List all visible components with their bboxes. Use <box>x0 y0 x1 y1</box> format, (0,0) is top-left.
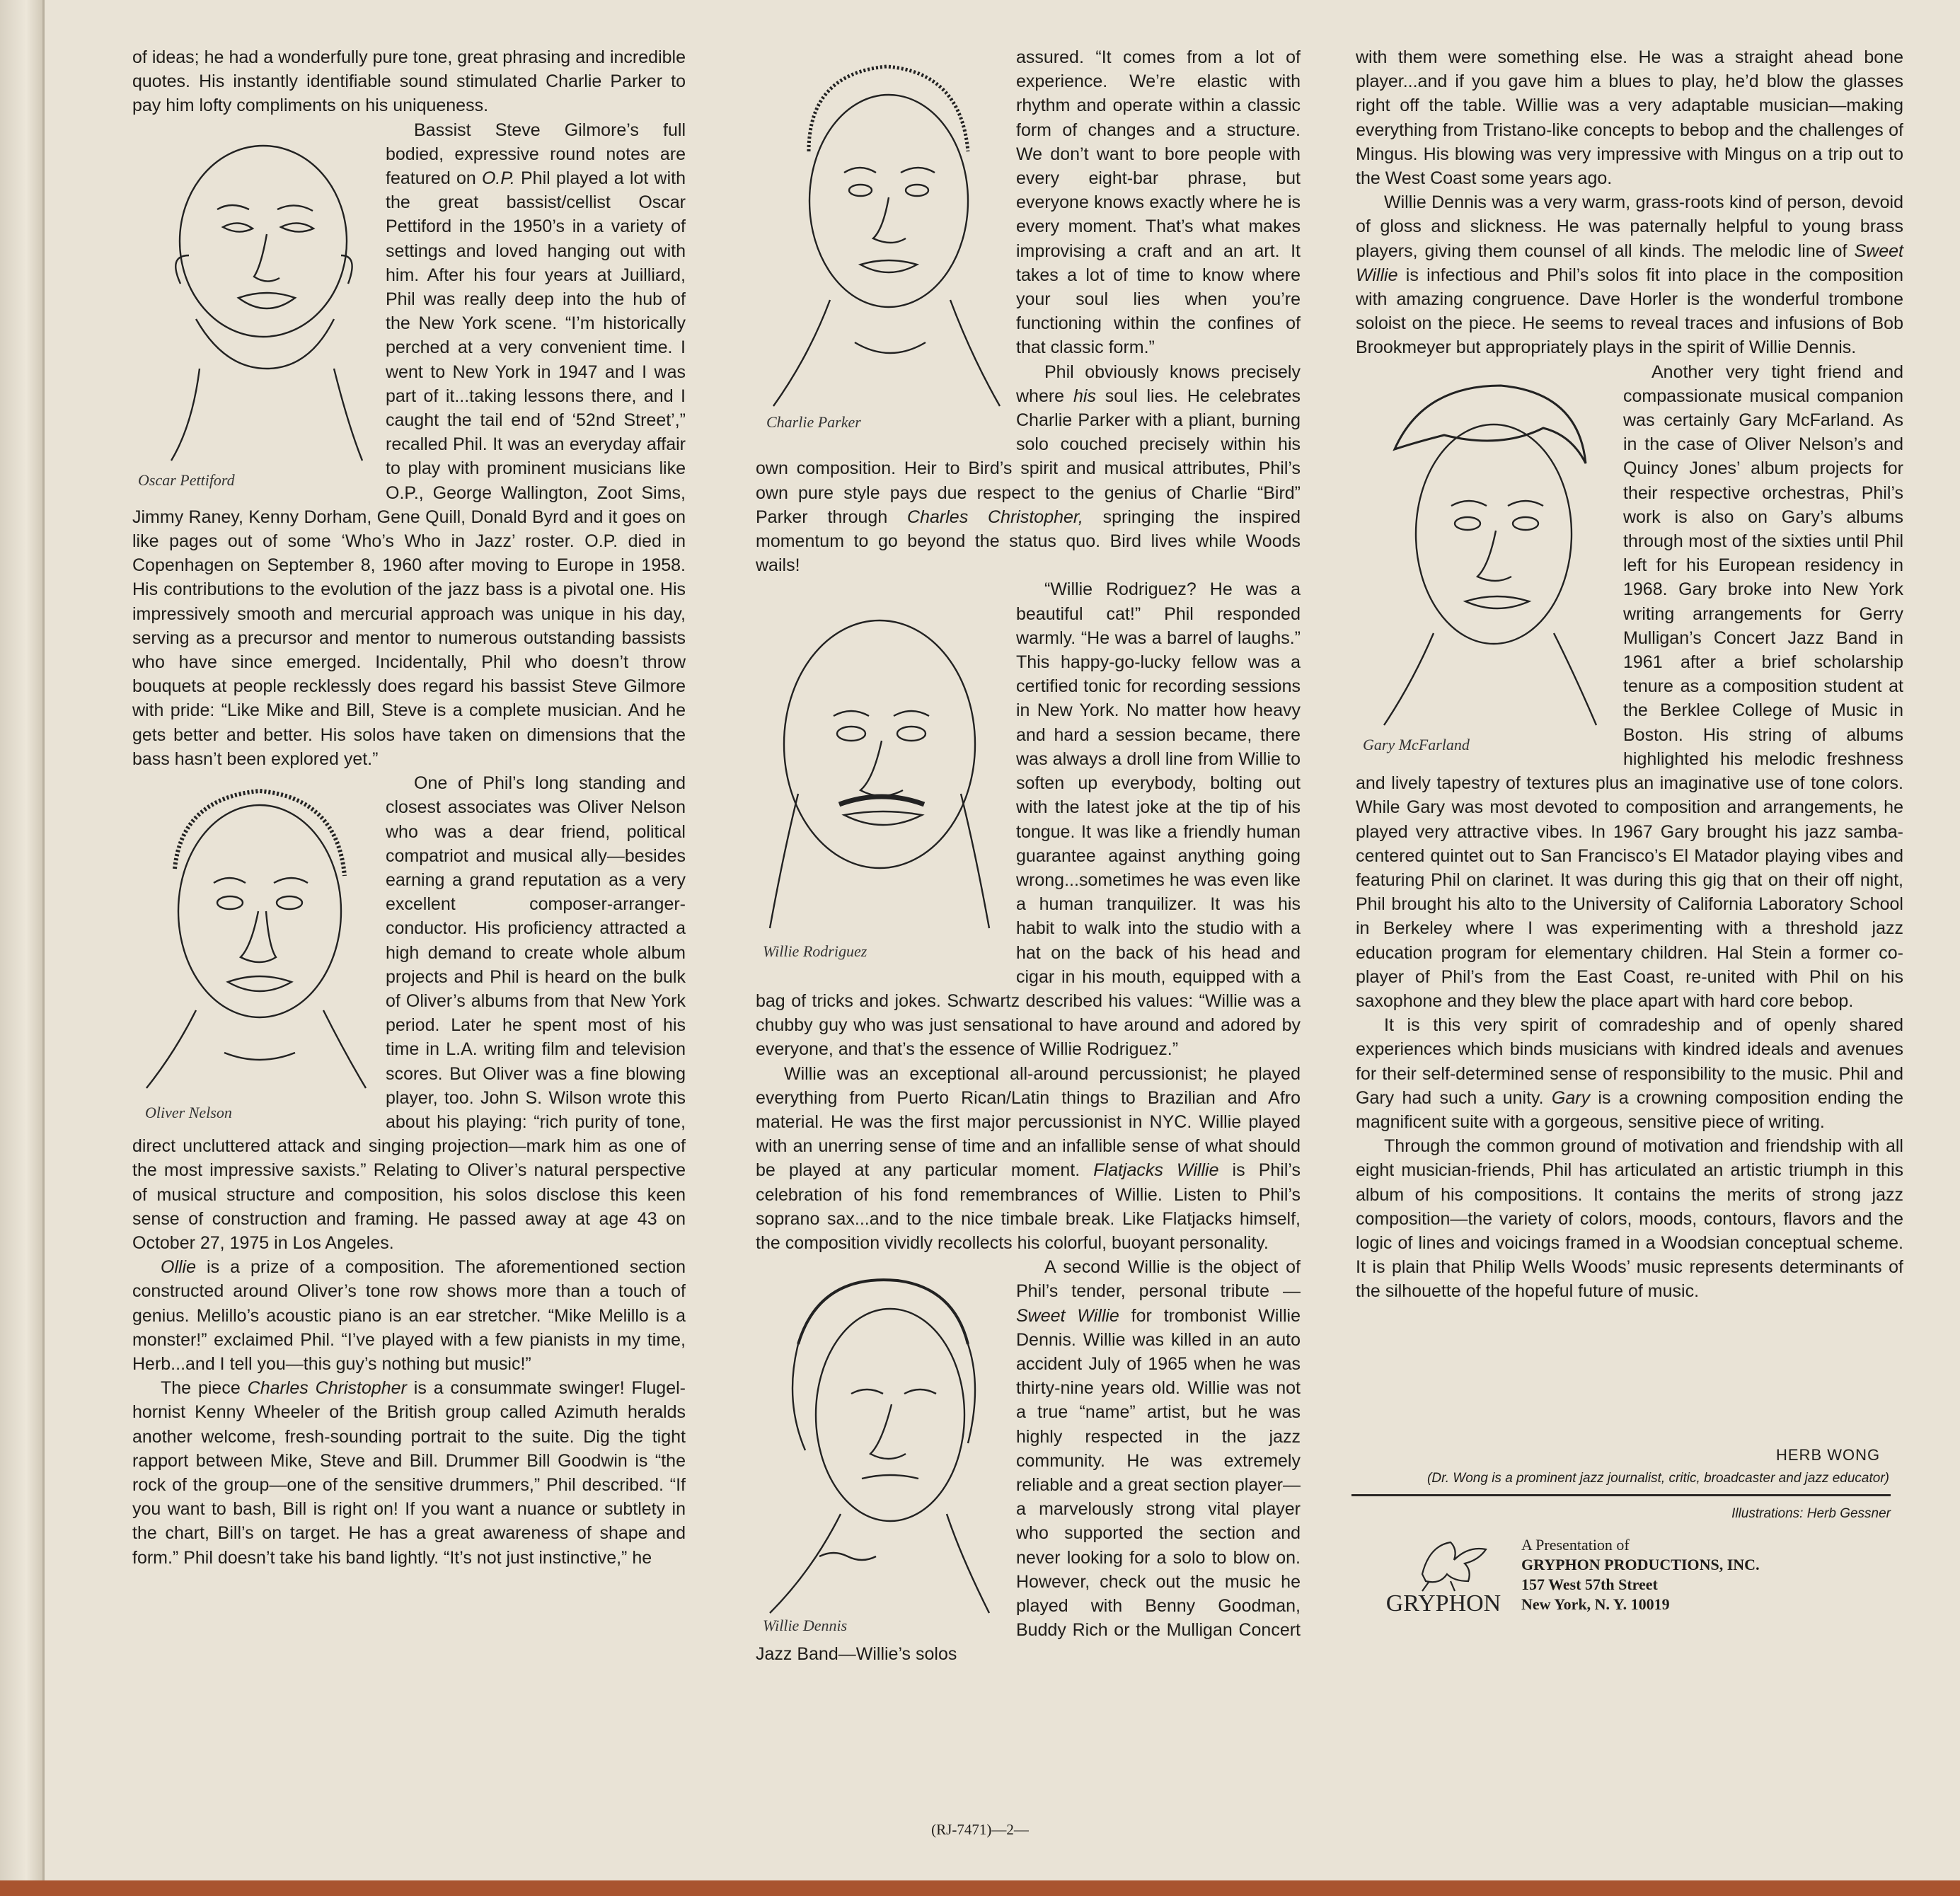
charlie-parker-portrait <box>756 45 1003 441</box>
publisher-block <box>1521 1535 1760 1614</box>
paragraph: Willie was an exceptional all-around percussionist; he played everything from Puerto Rican/Latin things to Brazilian and Afro material. He was the first major percussionist in NYC. Willie played with an unerring sense of time and an infallible sense of what should be played at any particular moment. Flatjacks Willie is Phil’s celebration of his fond remembrances of Willie. Listen to Phil’s soprano sax...and to the nice timbale break. Like Flatjacks himself, the composition vividly recollects his colorful, buoyant personality. <box>756 1063 1301 1253</box>
divider <box>1351 1494 1891 1496</box>
paragraph: Ollie is a prize of a composition. The aforementioned section constructed around Oliver’s tone row shows more than a touch of genius. Melillo’s acoustic piano is an ear stretcher. “Mike Melillo is a monster!” exclaimed Phil. “I’ve played with a few pianists in my time, Herb...and I tell you—this guy’s nothing but music!” <box>132 1257 686 1374</box>
portrait-signature: Oliver Nelson <box>145 1104 232 1122</box>
paragraph: It is this very spirit of comradeship and of openly shared experiences which binds musicians with kindred ideals and avenues for their self-determined sense of responsibility to the music. Phil and Gary had such a unity. Gary is a crowning composition ending the magnificent suite with a gorgeous, sensitive piece of writing. <box>1356 1015 1903 1132</box>
column-3 <box>1356 45 1903 1304</box>
willie-dennis-portrait <box>756 1259 1003 1641</box>
binding-crease <box>42 0 45 1896</box>
illustrations-credit: Illustrations: Herb Gessner <box>1731 1506 1891 1521</box>
paragraph: Phil obviously knows precisely where his soul lies. He celebrates Charlie Parker with a pliant, burning solo couched precisely within his own composition. Heir to Bird’s spirit and musical attributes, Phil’s own pure style pays due respect to the genius of Charlie “Bird” Parker through Charles Christopher, springing the inspired momentum to go beyond the status quo. Bird lives while Woods wails! <box>756 362 1301 576</box>
paragraph: assured. “It comes from a lot of experience. We’re elastic with rhythm and operate within a classic form of changes and a structure. We don’t want to bore people with every eight-bar phrase, but everyone knows exactly where he is every moment. That’s what makes improvising a craft and an art. It takes a lot of time to know where your soul lies when you’re functioning within the confines of that classic form.” <box>1016 47 1301 358</box>
author-credit: HERB WONG <box>1776 1446 1881 1464</box>
gryphon-logo <box>1373 1532 1514 1617</box>
paragraph: Through the common ground of motivation and friendship with all eight musician-friends, Phil has articulated an artistic triumph in this album of his compositions. It contains the merits of strong jazz composition—the variety of colors, moods, contours, flavors and the logic of lines and voicings framed in a Woodsian conceptual scheme. It is plain that Philip Wells Woods’ music represents determinants of the silhouette of the hopeful future of music. <box>1356 1136 1903 1302</box>
paragraph: with them were something else. He was a straight ahead bone player...and if you gave him a blues to play, he’d blow the glasses right off the table. Willie was a very adaptable musician—making everything from Tristano-like concepts to bebop and the challenges of Mingus. His blowing was very impressive with Mingus on a trip out to the West Coast some years ago. <box>1356 47 1903 189</box>
column-2 <box>756 45 1301 1667</box>
willie-rodriguez-portrait <box>756 582 1003 978</box>
publisher-name: GRYPHON PRODUCTIONS, INC. <box>1521 1556 1760 1573</box>
gary-mcfarland-portrait <box>1356 364 1610 761</box>
oscar-pettiford-portrait <box>132 121 373 503</box>
catalog-number: (RJ-7471)—2— <box>931 1821 1029 1838</box>
paragraph: The piece Charles Christopher is a consummate swinger! Flugel-hornist Kenny Wheeler of the British group called Azimuth heralds another welcome, fresh-sounding portrait to the suite. Dig the tight rapport between Mike, Steve and Bill. Drummer Bill Goodwin is “the rock of the group—one of the sensitive drummers,” Phil described. “If you want to bash, Bill is right on! If you want a nuance or subtlety in the chart, Bill’s on target. He has a great awareness of shape and form.” Phil doesn’t take his band lightly. “It’s not just instinctive,” he <box>132 1378 686 1568</box>
paragraph: Willie Dennis was a very warm, grass-roots kind of person, devoid of gloss and slickness. He was paternally helpful to young brass players, giving them counsel of all kinds. The melodic line of Sweet Willie is infectious and Phil’s solos fit into place in the composition with amazing congruence. Dave Horler is the wonderful trombone soloist on the piece. He seems to reveal traces and infusions of Bob Brookmeyer but appropriately plays in the spirit of Willie Dennis. <box>1356 192 1903 358</box>
portrait-signature: Willie Dennis <box>763 1617 848 1635</box>
portrait-signature: Oscar Pettiford <box>138 470 235 489</box>
paragraph: A second Willie is the object of Phil’s tender, personal tribute —Sweet Willie for trombonist Willie Dennis. Willie was killed in an auto accident July of 1965 when he was thirty-nine years old. Willie was not a true “name” artist, but he was highly respected in the jazz community. He was extremely reliable and a great section player—a marvelously strong vital player who supported the section and never looking for a solo to blow on. However, check out the music he played with Benny Goodman, Buddy Rich or the Mulligan Concert Jazz Band—Willie’s solos <box>756 1257 1301 1665</box>
paragraph: Another very tight friend and compassionate musical companion was certainly Gary McFarland. As in the case of Oliver Nelson’s and Quincy Jones’ album projects for their respective orchestras, Phil’s work is also on Gary’s albums through most of the sixties until Phil left for his European residency in 1968. Gary broke into New York writing arrangements for Gerry Mulligan’s Concert Jazz Band in 1961 after a brief scholarship tenure as a composition student at the Berklee College of Music in Boston. His string of albums highlighted his melodic freshness and lively tapestry of textures plus an imaginative use of tone colors. While Gary was most devoted to composition and arrangements, he played very attractive vibes. In 1967 Gary brought his jazz samba-centered quintet out to San Francisco’s El Matador playing vibes and featuring Phil on clarinet. It was during this gig that on their off night, Phil brought his alto to the University of California Laboratory School in Berkeley where I was experimenting with a threshold jazz education program for elementary children. Hal Stein a former co-player of Phil’s from the East Coast, re-united with Phil on his saxophone and they blew the place apart with hard core bebop. <box>1356 362 1903 1011</box>
cover-edge-band <box>0 1880 1960 1896</box>
portrait-signature: Gary McFarland <box>1363 735 1470 753</box>
paragraph: Bassist Steve Gilmore’s full bodied, expressive round notes are featured on O.P. Phil played a lot with the great bassist/cellist Oscar Pettiford in the 1950’s in a variety of settings and loved hanging out with him. After his four years at Juilliard, Phil was really deep into the hub of the New York scene. “I’m historically perched at a very convenient time. I went to New York in 1947 and I was part of it...taking lessons there, and I caught the tail end of ‘52nd Street’,” recalled Phil. It was an everyday affair to play with prominent musicians like O.P., George Wallington, Zoot Sims, Jimmy Raney, Kenny Dorham, Gene Quill, Donald Byrd and it goes on like pages out of some ‘Who’s Who in Jazz’ roster. O.P. died in Copenhagen on September 8, 1960 after moving to Europe in 1958. His contributions to the evolution of the jazz bass is a pivotal one. His impressively smooth and mercurial approach was unique in his day, serving as a precursor and mentor to numerous outstanding bassists who have since emerged. Incidentally, Phil who doesn’t throw bouquets at people recklessly does regard his bassist Steve Gilmore with pride: “Like Mike and Bill, Steve is a complete musician. And he gets better and better. His solos have taken on dimensions that the bass hasn’t been explored yet.” <box>132 120 686 769</box>
column-1 <box>132 45 686 1570</box>
publisher-line: A Presentation of <box>1521 1536 1630 1554</box>
album-binding-edge <box>0 0 44 1896</box>
publisher-city: New York, N. Y. 10019 <box>1521 1595 1670 1613</box>
paragraph: One of Phil’s long standing and closest associates was Oliver Nelson who was a dear friend, political compatriot and musical ally—besides earning a grand reputation as a very excellent composer-arranger-conductor. His proficiency attracted a high demand to create whole album projects and Phil is heard on the bulk of Oliver’s albums from that New York period. Later he spent most of his time in L.A. writing film and television scores. But Oliver was a fine blowing player, too. John S. Wilson wrote this about his playing: “rich purity of tone, direct uncluttered attack and singing projection—mark him as one of the most impressive saxists.” Relating to Oliver’s natural perspective of musical structure and composition, his solos disclose this keen sense of construction and framing. He passed away at age 43 on October 27, 1975 in Los Angeles. <box>132 773 686 1253</box>
portrait-signature: Willie Rodriguez <box>763 942 867 961</box>
publisher-address: 157 West 57th Street <box>1521 1576 1658 1593</box>
paragraph: of ideas; he had a wonderfully pure tone, great phrasing and incredible quotes. His instantly identifiable sound stimulated Charlie Parker to pay him lofty compliments on his uniqueness. <box>132 47 686 116</box>
logo-text: GRYPHON <box>1385 1590 1501 1617</box>
author-note: (Dr. Wong is a prominent jazz journalist, critic, broadcaster and jazz educator) <box>1427 1471 1889 1486</box>
paragraph: “Willie Rodriguez? He was a beautiful cat!” Phil responded warmly. “He was a barrel of laughs.” This happy-go-lucky fellow was a certified tonic for recording sessions in New York. No matter how heavy and hard a session became, there was always a droll line from Willie to soften up everybody, bolting out with the latest joke at the tip of his tongue. It was like a friendly human guarantee against anything going wrong...sometimes he was even like a human tranquilizer. It was his habit to walk into the studio with a hat on the back of his head and cigar in his mouth, equipped with a bag of tricks and jokes. Schwartz described his values: “Willie was a chubby guy who was just sensational to have around and adored by everyone, and that’s the essence of Willie Rodriguez.” <box>756 579 1301 1060</box>
portrait-signature: Charlie Parker <box>766 413 861 431</box>
oliver-nelson-portrait <box>132 777 373 1131</box>
